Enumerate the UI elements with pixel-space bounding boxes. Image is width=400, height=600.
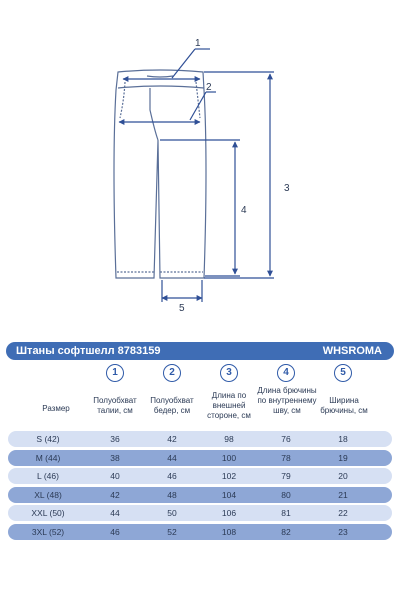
value-cell: 104 xyxy=(221,489,237,500)
header-hips: Полуобхват бедер, см xyxy=(150,396,194,415)
value-cell: 46 xyxy=(110,527,120,537)
value-cell: 108 xyxy=(221,527,237,537)
value-cell: 23 xyxy=(338,527,348,537)
header-waist: Полуобхват талии, см xyxy=(93,396,137,415)
pants-outline xyxy=(114,70,206,278)
table-row xyxy=(8,505,392,521)
column-number-3: 3 xyxy=(220,364,238,382)
value-cell: 52 xyxy=(167,527,177,537)
value-cell: 42 xyxy=(167,434,177,444)
value-cell: 40 xyxy=(110,471,120,482)
column-number-1: 1 xyxy=(106,364,124,382)
header-outer-length: Длина по внешней стороне, см xyxy=(207,391,251,420)
diagram-label-3: 3 xyxy=(284,183,290,194)
value-cell: 20 xyxy=(338,471,348,482)
table-row xyxy=(8,431,392,447)
value-cell: 50 xyxy=(167,508,177,519)
column-number-5: 5 xyxy=(334,364,352,382)
size-cell: XL (48) xyxy=(34,489,62,500)
size-cell: S (42) xyxy=(36,434,60,444)
value-cell: 76 xyxy=(281,434,291,444)
table-row xyxy=(8,468,392,484)
value-cell: 82 xyxy=(281,527,291,537)
header-leg-width: Ширина брючины, см xyxy=(320,396,368,415)
size-cell: L (46) xyxy=(37,471,59,482)
value-cell: 19 xyxy=(338,452,348,463)
value-cell: 98 xyxy=(224,434,234,444)
value-cell: 48 xyxy=(167,489,177,500)
diagram-label-4: 4 xyxy=(241,205,247,216)
value-cell: 106 xyxy=(221,508,237,519)
value-cell: 79 xyxy=(281,471,291,482)
value-cell: 38 xyxy=(110,452,120,463)
value-cell: 36 xyxy=(110,434,120,444)
product-title: Штаны софтшелл 8783159 xyxy=(16,345,161,357)
diagram-label-1: 1 xyxy=(195,38,201,49)
table-row xyxy=(8,524,392,540)
value-cell: 102 xyxy=(221,471,237,482)
value-cell: 46 xyxy=(167,471,177,482)
diagram-label-2: 2 xyxy=(206,82,212,93)
value-cell: 21 xyxy=(338,489,348,500)
size-cell: XXL (50) xyxy=(31,508,65,519)
value-cell: 44 xyxy=(110,508,120,519)
brand-name: WHSROMA xyxy=(322,345,382,357)
value-cell: 81 xyxy=(281,508,291,519)
value-cell: 18 xyxy=(338,434,348,444)
size-cell: M (44) xyxy=(35,452,61,463)
table-row xyxy=(8,487,392,503)
size-cell: 3XL (52) xyxy=(31,527,65,537)
value-cell: 80 xyxy=(281,489,291,500)
value-cell: 44 xyxy=(167,452,177,463)
column-number-4: 4 xyxy=(277,364,295,382)
value-cell: 78 xyxy=(281,452,291,463)
diagram-label-5: 5 xyxy=(179,303,185,314)
column-number-2: 2 xyxy=(163,364,181,382)
table-title-bar xyxy=(6,342,394,360)
value-cell: 100 xyxy=(221,452,237,463)
header-inseam: Длина брючины по внутреннему шву, см xyxy=(257,386,317,415)
table-row xyxy=(8,450,392,466)
value-cell: 42 xyxy=(110,489,120,500)
value-cell: 22 xyxy=(338,508,348,519)
header-size: Размер xyxy=(42,404,70,413)
